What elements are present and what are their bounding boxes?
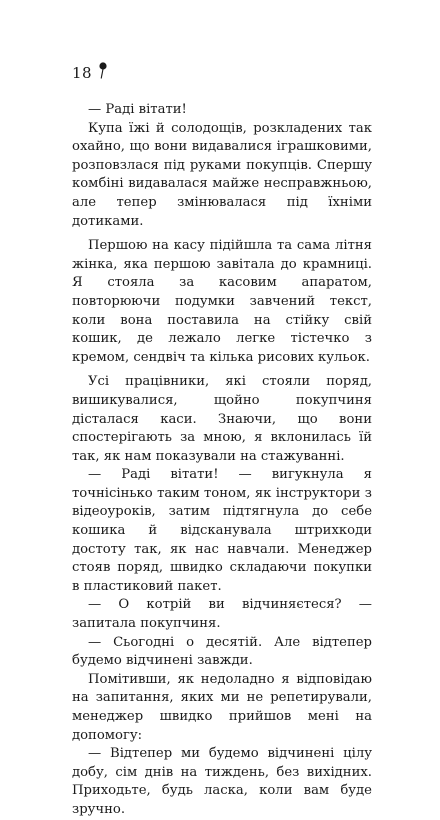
page-number: 18: [72, 64, 93, 82]
paragraph: — О котрій ви відчиняєтеся? — запитала покупчиня.: [72, 597, 372, 632]
page-header: [72, 64, 108, 82]
paragraph: — Раді вітати!: [88, 102, 187, 117]
paragraph: Усі працівники, які стояли поряд, вишикувалися, щойно покупчиня дісталася каси. Знаючи, що вони спостерігають за мною, я вклонилась їй так, як нам показували на стажуванні.: [72, 374, 372, 464]
paragraph: Помітивши, як недоладно я відповідаю на запитання, яких ми не репетирували, менеджер швидко прийшов мені на допомогу:: [72, 671, 372, 743]
body-text: [72, 101, 372, 820]
paragraph: — Раді вітати! — вигукнула я точнісінько таким тоном, як інструктори з відеоуроків, затим підтягнула до себе кошика й відсканувала штрихкоди достоту так, як нас навчали. Менеджер стояв поряд, швидко складаючи покупки в пластиковий пакет.: [72, 467, 372, 594]
paragraph: — Відтепер ми будемо відчинені цілу добу, сім днів на тиждень, без вихідних. Приходьте, будь ласка, коли вам буде зручно.: [72, 746, 372, 817]
paragraph: Купа їжі й солодощів, розкладених так охайно, що вони видавалися іграшковими, розповзлася під руками покупців. Спершу комбіні видавалася майже несправжньою, але тепер змінювалася під їхніми дотиками.: [72, 120, 372, 229]
pushpin-icon: [98, 62, 108, 80]
paragraph: — Сьогодні о десятій. Але відтепер будемо відчинені завжди.: [72, 634, 372, 669]
paragraph: Першою на касу підійшла та сама літня жінка, яка першою завітала до крамниці. Я стояла за касовим апаратом, повторюючи подумки завчений текст, коли вона поставила на стійку свій кошик, де лежало легке тістечко з кремом, сендвіч та кілька рисових кульок.: [72, 238, 372, 365]
